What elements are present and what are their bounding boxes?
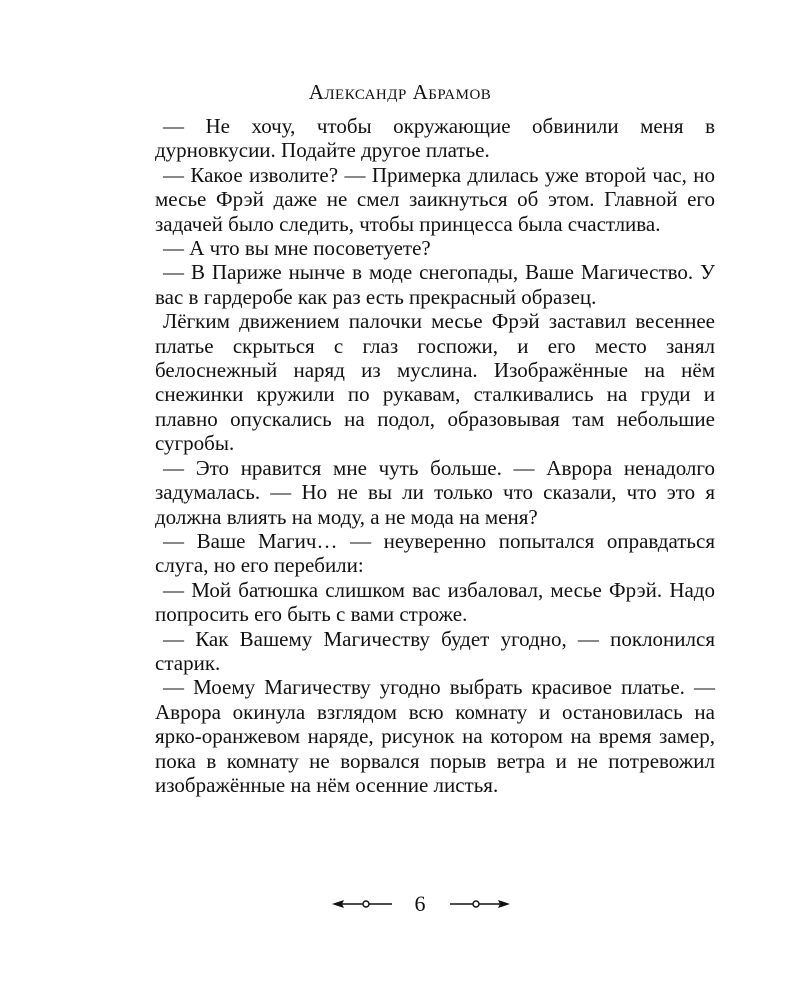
left-ornament-icon xyxy=(330,897,400,911)
paragraph: — Мой батюшка слишком вас избаловал, месье Фрэй. Надо попросить его быть с вами строже. xyxy=(155,577,715,627)
paragraph: — Не хочу, чтобы окружающие обвинили меня в дурновкусии. Подайте другое платье. xyxy=(155,114,715,163)
paragraph: — В Париже нынче в моде снегопады, Ваше Магичество. У вас в гардеробе как раз есть прекрасный образец. xyxy=(155,260,715,309)
page-number: 6 xyxy=(414,891,426,916)
paragraph: — А что вы мне посоветуете? xyxy=(163,236,431,261)
page-footer xyxy=(0,889,800,919)
running-header: Александр Абрамов xyxy=(308,80,492,104)
right-ornament-icon xyxy=(442,897,512,911)
paragraph: — Моему Магичеству угодно выбрать красивое платье. — Аврора окинула взглядом всю комнату и остановилась на ярко-оранжевом наряде, рисунок на котором на время замер, пока в комнату не ворвался порыв ветра и не потревожил изображённые на нём осенние листья. xyxy=(155,675,715,797)
paragraph: — Ваше Магич… — неуверенно попытался оправдаться слуга, но его перебили: xyxy=(155,528,715,578)
paragraph: — Как Вашему Магичеству будет угодно, — поклонился старик. xyxy=(155,626,715,675)
paragraph: — Какое изволите? — Примерка длилась уже второй час, но месье Фрэй даже не смел заикнуться об этом. Главной его задачей было следить, чтобы принцесса была счастлива. xyxy=(155,162,715,236)
body-text xyxy=(155,114,715,797)
paragraph: — Это нравится мне чуть больше. — Аврора ненадолго задумалась. — Но не вы ли только что сказали, что это я должна влиять на моду, а не мода на меня? xyxy=(155,455,715,529)
paragraph: Лёгким движением палочки месье Фрэй заставил весеннее платье скрыться с глаз госпожи, и его место занял белоснежный наряд из муслина. Изображённые на нём снежинки кружили по рукавам, сталкивались на груди и плавно опускались на подол, образовывая там небольшие сугробы. xyxy=(155,309,715,456)
